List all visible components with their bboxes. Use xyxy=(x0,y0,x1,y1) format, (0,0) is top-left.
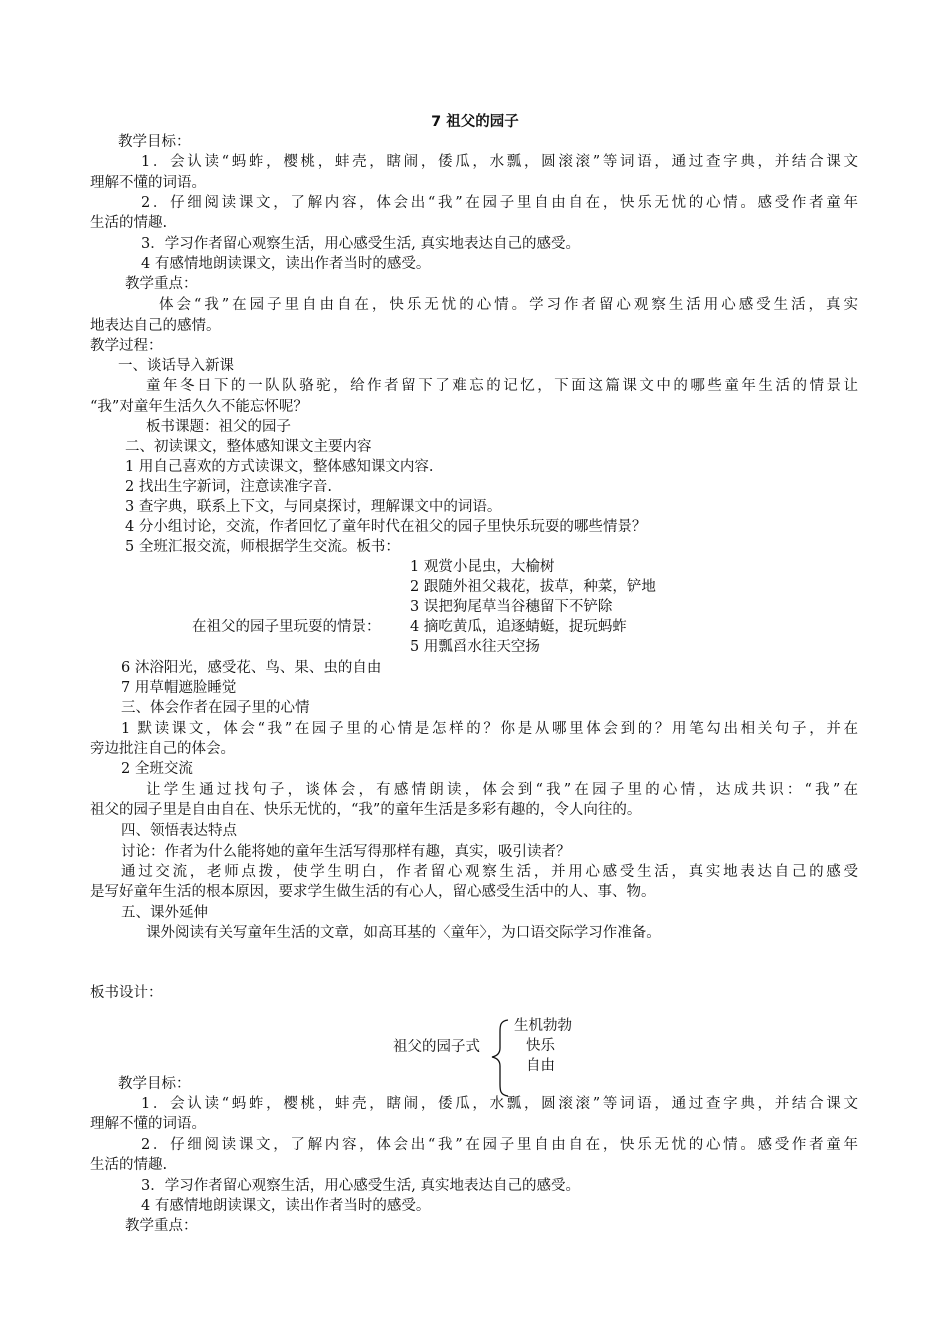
part-1-board-title: 板书课题：祖父的园子 xyxy=(146,419,291,435)
part-3-discussion-line-1: 让学生通过找句子，谈体会，有感情朗读，体会到“我”在园子里的心情，达成共识：“我”在 xyxy=(146,782,858,798)
part-5-extension: 课外阅读有关写童年生活的文章，如高耳基的〈童年〉，为口语交际学习作准备。 xyxy=(146,925,661,941)
board-item-4: 4 摘吃黄瓜，追逐蜻蜓，捉玩蚂蚱 xyxy=(410,619,627,635)
part-3-discussion-line-2: 祖父的园子里是自由自在、快乐无忧的，“我”的童年生活是多彩有趣的，令人向往的。 xyxy=(90,802,642,818)
part-2-step-2: 2 找出生字新词，注意读准字音. xyxy=(125,479,332,495)
board-design-item-2: 快乐 xyxy=(526,1038,555,1054)
goal-2-line-1-repeat: 2．仔细阅读课文，了解内容，体会出“我”在园子里自由自在，快乐无忧的心情。感受作者童年 xyxy=(141,1137,858,1153)
goal-4: 4 有感情地朗读课文，读出作者当时的感受。 xyxy=(141,256,431,272)
board-design-item-1: 生机勃勃 xyxy=(514,1018,572,1034)
part-5-heading: 五、课外延伸 xyxy=(121,905,208,921)
goal-1-line-2: 理解不懂的词语。 xyxy=(90,175,206,191)
part-2-heading: 二、初读课文，整体感知课文主要内容 xyxy=(125,439,372,455)
part-1-line-1: 童年冬日下的一队队骆驼，给作者留下了难忘的记忆，下面这篇课文中的哪些童年生活的情景让 xyxy=(146,378,858,394)
part-1-line-2: “我”对童年生活久久不能忘怀呢？ xyxy=(90,399,308,415)
part-2-step-4: 4 分小组讨论，交流，作者回忆了童年时代在祖父的园子里快乐玩耍的哪些情景？ xyxy=(125,519,647,535)
part-2-step-3: 3 查字典，联系上下文，与同桌探讨，理解课文中的词语。 xyxy=(125,499,502,515)
part-3-heading: 三、体会作者在园子里的心情 xyxy=(121,700,310,716)
part-3-step-1-line-1: 1 默读课文，体会“我”在园子里的心情是怎样的？你是从哪里体会到的？用笔勾出相关句子，并在 xyxy=(121,721,858,737)
part-4-heading: 四、领悟表达特点 xyxy=(121,823,237,839)
goal-1-line-1-repeat: 1．会认读“蚂蚱，樱桃，蚌壳，瞎闹，倭瓜，水瓢，圆滚滚”等词语，通过查字典，并结合课文 xyxy=(141,1096,858,1112)
part-4-summary-line-1: 通过交流，老师点拨，使学生明白，作者留心观察生活，并用心感受生活，真实地表达自己的感受 xyxy=(121,864,858,880)
focus-heading: 教学重点： xyxy=(125,276,198,292)
goal-1-line-1: 1．会认读“蚂蚱，樱桃，蚌壳，瞎闹，倭瓜，水瓢，圆滚滚”等词语，通过查字典，并结合课文 xyxy=(141,154,858,170)
part-3-step-2: 2 全班交流 xyxy=(121,761,193,777)
focus-line-1: 体会“我”在园子里自由自在，快乐无忧的心情。学习作者留心观察生活用心感受生活，真实 xyxy=(159,297,858,313)
goal-4-repeat: 4 有感情地朗读课文，读出作者当时的感受。 xyxy=(141,1198,431,1214)
part-2-step-1: 1 用自己喜欢的方式读课文，整体感知课文内容. xyxy=(125,459,434,475)
page-title: 7 祖父的园子 xyxy=(431,114,519,130)
part-3-step-1-line-2: 旁边批注自己的体会。 xyxy=(90,741,235,757)
board-item-2: 2 跟随外祖父栽花，拔草，种菜，铲地 xyxy=(410,579,656,595)
part-2-step-7: 7 用草帽遮脸睡觉 xyxy=(121,680,237,696)
part-1-heading: 一、谈话导入新课 xyxy=(118,358,234,374)
focus-line-2: 地表达自己的感情。 xyxy=(90,318,221,334)
goal-2-line-1: 2．仔细阅读课文，了解内容，体会出“我”在园子里自由自在，快乐无忧的心情。感受作者童年 xyxy=(141,195,858,211)
part-4-summary-line-2: 是写好童年生活的根本原因，要求学生做生活的有心人，留心感受生活中的人、事、物。 xyxy=(90,884,656,900)
goal-3: 3．学习作者留心观察生活，用心感受生活, 真实地表达自己的感受。 xyxy=(141,236,580,252)
goal-3-repeat: 3．学习作者留心观察生活，用心感受生活, 真实地表达自己的感受。 xyxy=(141,1178,580,1194)
goal-2-line-2-repeat: 生活的情趣. xyxy=(90,1157,168,1173)
board-item-1: 1 观赏小昆虫，大榆树 xyxy=(410,559,555,575)
board-item-3: 3 误把狗尾草当谷穗留下不铲除 xyxy=(410,599,613,615)
board-label: 在祖父的园子里玩耍的情景： xyxy=(192,619,381,635)
goal-1-line-2-repeat: 理解不懂的词语。 xyxy=(90,1116,206,1132)
part-2-step-6: 6 沐浴阳光，感受花、鸟、果、虫的自由 xyxy=(121,660,382,676)
part-2-step-5: 5 全班汇报交流，师根据学生交流。板书： xyxy=(125,539,400,555)
focus-heading-repeat: 教学重点： xyxy=(125,1218,198,1234)
goals-heading-repeat: 教学目标： xyxy=(118,1076,191,1092)
board-design-heading: 板书设计： xyxy=(90,985,163,1001)
board-item-5: 5 用瓢舀水往天空扬 xyxy=(410,639,540,655)
goal-2-line-2: 生活的情趣. xyxy=(90,215,168,231)
board-design-left: 祖父的园子式 xyxy=(393,1039,480,1055)
process-heading: 教学过程： xyxy=(90,338,163,354)
part-4-discussion: 讨论：作者为什么能将她的童年生活写得那样有趣，真实，吸引读者？ xyxy=(121,844,571,860)
board-design-item-3: 自由 xyxy=(526,1058,555,1074)
goals-heading: 教学目标： xyxy=(118,134,191,150)
